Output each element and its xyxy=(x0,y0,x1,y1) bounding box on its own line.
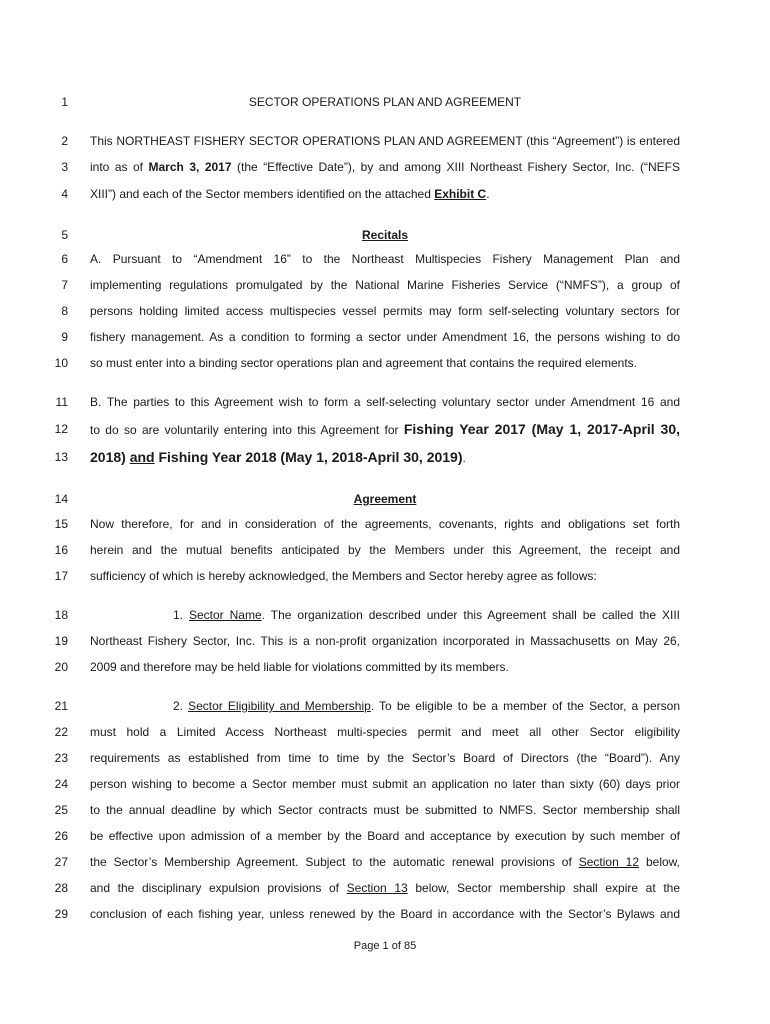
line-19 xyxy=(0,631,770,651)
text-run: (the “Effective Date”), by and among XIII Northeast Fishery Sector, Inc. (“NEFS xyxy=(231,160,681,174)
line-number: 26 xyxy=(54,829,68,843)
line-number: 29 xyxy=(54,907,68,921)
text-run: below, Sector membership shall expire at the xyxy=(407,881,681,895)
exhibit-c-link[interactable]: Exhibit C xyxy=(434,187,487,201)
fishing-year-2018: Fishing Year 2018 (May 1, 2018-April 30, 2019) xyxy=(154,449,463,465)
recital-text: fishery management. As a condition to forming a sector under Amendment 16, the persons wishing to do xyxy=(90,330,680,344)
section-2-text: to the annual deadline by which Sector contracts must be submitted to NMFS. Sector membership shall xyxy=(90,803,680,817)
line-number: 15 xyxy=(54,517,68,531)
line-15 xyxy=(0,514,770,534)
section-1-text: Northeast Fishery Sector, Inc. This is a non-profit organization incorporated in Massachusetts on May 26, xyxy=(90,634,680,648)
line-11 xyxy=(0,392,770,412)
line-7 xyxy=(0,275,770,295)
section-2-text xyxy=(90,878,680,898)
line-number: 19 xyxy=(54,634,68,648)
text-run: below, xyxy=(639,855,680,869)
recital-text xyxy=(90,419,680,440)
text-run: and the disciplinary expulsion provisions of xyxy=(90,881,347,895)
line-number: 24 xyxy=(54,777,68,791)
agreement-heading: Agreement xyxy=(353,492,417,506)
line-number: 27 xyxy=(54,855,68,869)
line-number: 13 xyxy=(54,450,68,464)
recital-text: B. The parties to this Agreement wish to form a self-selecting voluntary sector under Amendment 16 and xyxy=(90,395,680,409)
line-29 xyxy=(0,904,770,924)
recital-text: implementing regulations promulgated by the National Marine Fisheries Service (“NMFS”), a group of xyxy=(90,278,680,292)
section-12-link[interactable]: Section 12 xyxy=(578,855,640,869)
agreement-text: sufficiency of which is hereby acknowledged, the Members and Sector hereby agree as follows: xyxy=(90,569,597,583)
effective-date: March 3, 2017 xyxy=(148,160,232,174)
section-2-text: conclusion of each fishing year, unless renewed by the Board in accordance with the Sector’s Bylaws and xyxy=(90,907,680,921)
agreement-heading-wrap xyxy=(90,489,680,509)
section-13-link[interactable]: Section 13 xyxy=(346,881,408,895)
line-3 xyxy=(0,157,770,177)
line-6 xyxy=(0,249,770,269)
section-number: 2. xyxy=(173,699,189,713)
intro-text xyxy=(90,157,680,177)
line-number: 23 xyxy=(54,751,68,765)
section-2-text: person wishing to become a Sector member must submit an application no later than sixty (60) days prior xyxy=(90,777,680,791)
recitals-heading-wrap xyxy=(90,225,680,245)
line-4 xyxy=(0,184,770,204)
line-25 xyxy=(0,800,770,820)
line-number: 6 xyxy=(61,252,68,266)
line-number: 12 xyxy=(54,422,68,436)
section-1-text: 2009 and therefore may be held liable for violations committed by its members. xyxy=(90,660,509,674)
section-2-text: be effective upon admission of a member by the Board and acceptance by execution by such member of xyxy=(90,829,680,843)
line-17 xyxy=(0,566,770,586)
line-number: 11 xyxy=(55,395,68,409)
line-26 xyxy=(0,826,770,846)
line-number: 7 xyxy=(61,278,68,292)
section-2-text xyxy=(90,852,680,872)
line-number: 4 xyxy=(61,187,68,201)
section-2-text: must hold a Limited Access Northeast multi-species permit and meet all other Sector eligibility xyxy=(90,725,680,739)
line-9 xyxy=(0,327,770,347)
line-number: 1 xyxy=(61,95,68,109)
agreement-text: Now therefore, for and in consideration of the agreements, covenants, rights and obligations set forth xyxy=(90,517,680,531)
document-title: SECTOR OPERATIONS PLAN AND AGREEMENT xyxy=(248,95,522,109)
text-run: . xyxy=(486,187,490,201)
line-2 xyxy=(0,131,770,151)
line-5 xyxy=(0,225,770,245)
text-run: XIII”) and each of the Sector members identified on the attached xyxy=(90,187,435,201)
line-21 xyxy=(0,696,770,716)
line-number: 21 xyxy=(54,699,68,713)
line-10 xyxy=(0,353,770,373)
recitals-heading: Recitals xyxy=(361,228,409,242)
line-number: 20 xyxy=(54,660,68,674)
line-number: 17 xyxy=(54,569,68,583)
line-27 xyxy=(0,852,770,872)
section-2-title: Sector Eligibility and Membership xyxy=(188,699,371,713)
intro-text: This NORTHEAST FISHERY SECTOR OPERATIONS PLAN AND AGREEMENT (this “Agreement”) is entered xyxy=(90,134,680,148)
line-number: 10 xyxy=(54,356,68,370)
section-1-title: Sector Name xyxy=(188,608,262,622)
line-23 xyxy=(0,748,770,768)
text-run: the Sector’s Membership Agreement. Subject to the automatic renewal provisions of xyxy=(90,855,579,869)
section-number: 1. xyxy=(173,608,189,622)
fishing-year-2017: Fishing Year 2017 (May 1, 2017-April 30, xyxy=(403,421,680,437)
recital-text xyxy=(90,447,680,468)
line-number: 25 xyxy=(54,803,68,817)
line-14 xyxy=(0,489,770,509)
line-number: 5 xyxy=(61,228,68,242)
section-2-text: requirements as established from time to time by the Sector’s Board of Directors (the “Board”). Any xyxy=(90,751,680,765)
line-1 xyxy=(0,92,770,112)
text-run: . To be eligible to be a member of the Sector, a person xyxy=(370,699,680,713)
text-run: into as of xyxy=(90,160,149,174)
text-run: . xyxy=(462,451,466,465)
line-13 xyxy=(0,447,770,467)
line-24 xyxy=(0,774,770,794)
section-2-text xyxy=(90,696,680,716)
line-number: 18 xyxy=(54,608,68,622)
recital-text: so must enter into a binding sector operations plan and agreement that contains the required elements. xyxy=(90,356,638,370)
section-1-text xyxy=(90,605,680,625)
line-number: 3 xyxy=(61,160,68,174)
recital-text: A. Pursuant to “Amendment 16” to the Northeast Multispecies Fishery Management Plan and xyxy=(90,252,680,266)
line-12 xyxy=(0,419,770,439)
recital-text: persons holding limited access multispecies vessel permits may form self-selecting voluntary sectors for xyxy=(90,304,680,318)
line-18 xyxy=(0,605,770,625)
line-number: 9 xyxy=(61,330,68,344)
line-number: 16 xyxy=(54,543,68,557)
line-28 xyxy=(0,878,770,898)
line-20 xyxy=(0,657,770,677)
agreement-text: herein and the mutual benefits anticipated by the Members under this Agreement, the receipt and xyxy=(90,543,680,557)
text-run: 2018) xyxy=(90,449,130,465)
text-run: . The organization described under this Agreement shall be called the XIII xyxy=(261,608,680,622)
line-8 xyxy=(0,301,770,321)
line-number: 2 xyxy=(61,134,68,148)
intro-text xyxy=(90,184,680,204)
line-number: 22 xyxy=(54,725,68,739)
line-22 xyxy=(0,722,770,742)
and-underlined: and xyxy=(129,449,155,465)
page-footer: Page 1 of 85 xyxy=(353,940,417,952)
line-number: 14 xyxy=(54,492,68,506)
line-number: 8 xyxy=(61,304,68,318)
line-number: 28 xyxy=(54,881,68,895)
text-run: to do so are voluntarily entering into this Agreement for xyxy=(90,423,404,437)
line-16 xyxy=(0,540,770,560)
